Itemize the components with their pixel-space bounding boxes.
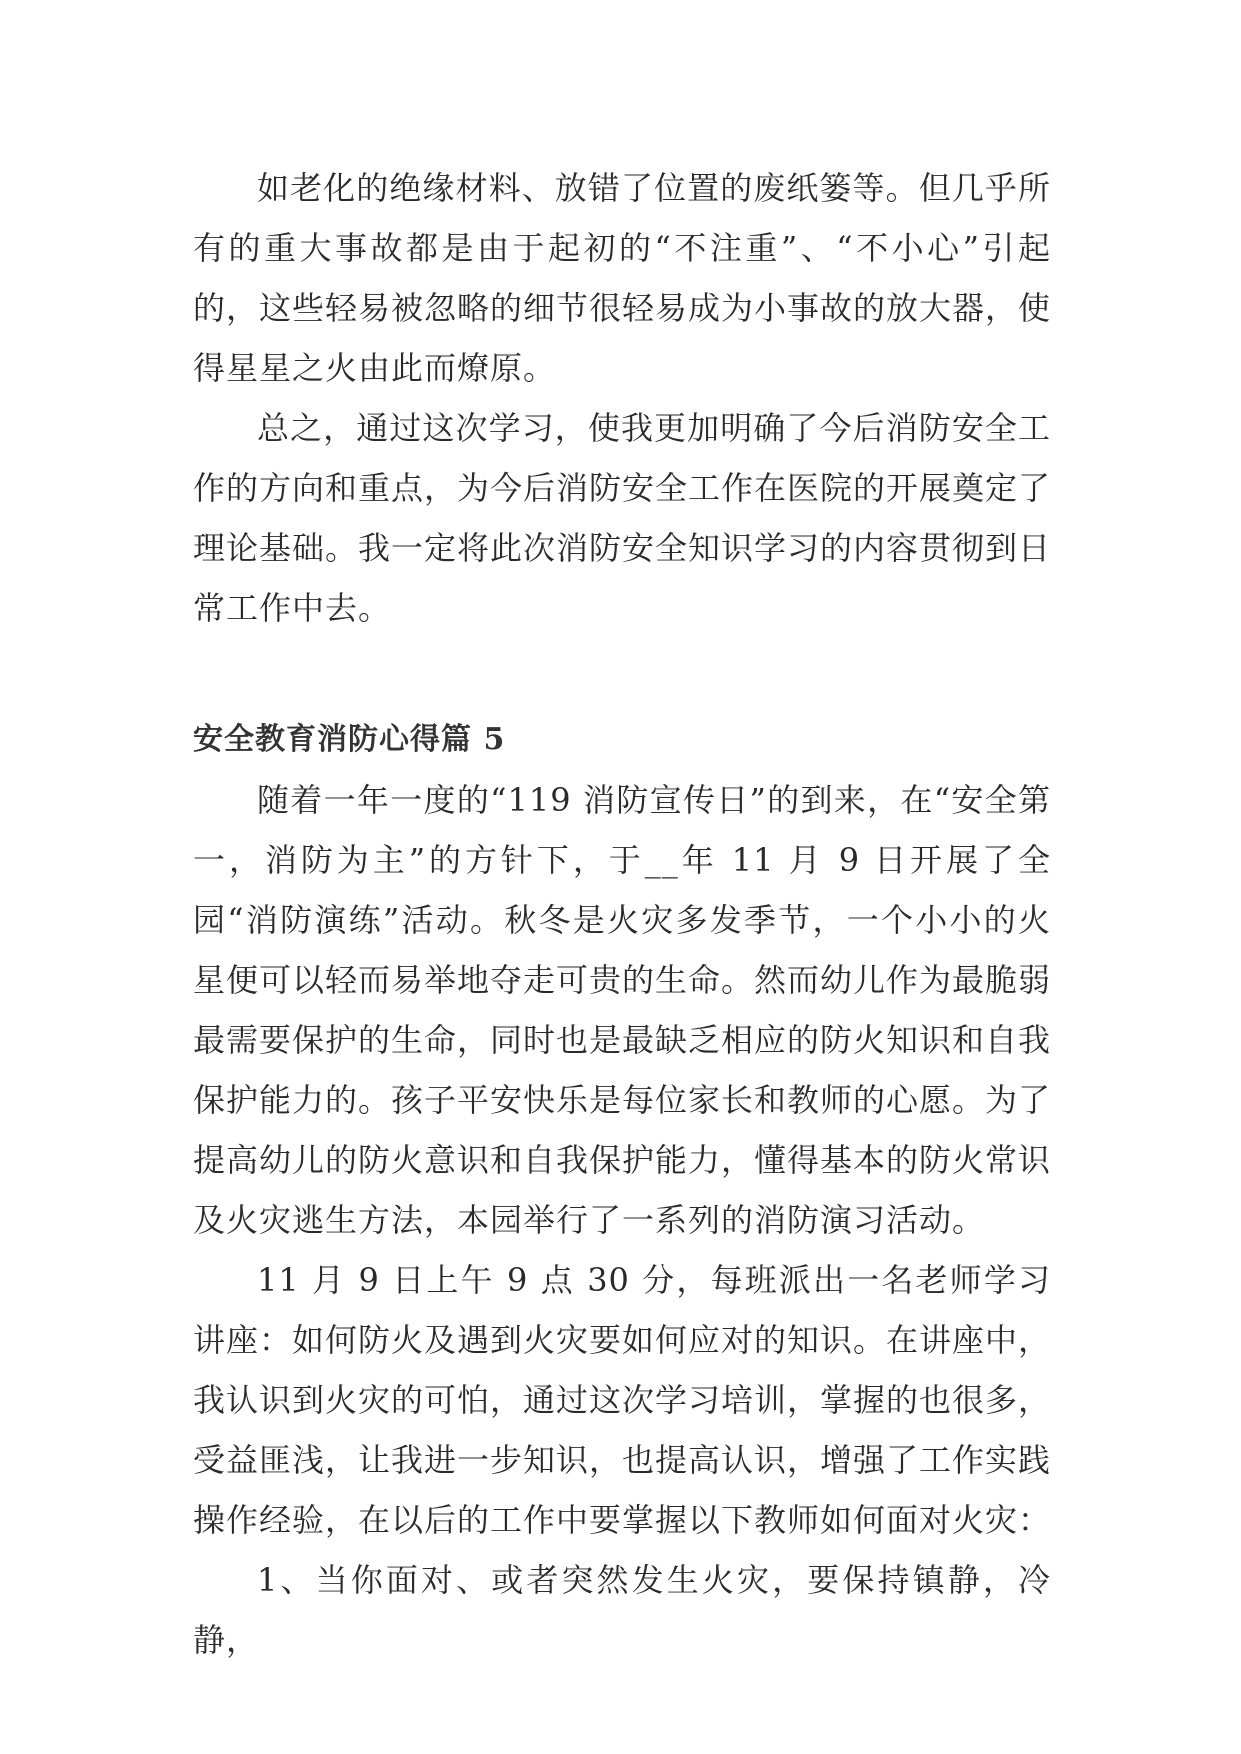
paragraph-summary: 总之，通过这次学习，使我更加明确了今后消防安全工作的方向和重点，为今后消防安全工作在医院的开展奠定了理论基础。我一定将此次消防安全知识学习的内容贯彻到日常工作中去。 [193,409,1052,627]
paragraph-point-1: 1、当你面对、或者突然发生火灾，要保持镇静，冷静， [193,1561,1051,1659]
paragraph-fire-hazards: 如老化的绝缘材料、放错了位置的废纸篓等。但几乎所有的重大事故都是由于起初的“不注重”、“不小心”引起的，这些轻易被忽略的细节很轻易成为小事故的放大器，使得星星之火由此而燎原。 [193,169,1052,387]
section-heading: 安全教育消防心得篇 5 [193,722,506,757]
paragraph-fire-day: 随着一年一度的“119 消防宣传日”的到来，在“安全第一，消防为主”的方针下，于__年 11 月 9 日开展了全园“消防演练”活动。秋冬是火灾多发季节，一个小小的火星便可以轻而易举地夺走可贵的生命。然而幼儿作为最脆弱最需要保护的生命，同时也是最缺乏相应的防火知识和自我保护能力的。孩子平安快乐是每位家长和教师的心愿。为了提高幼儿的防火意识和自我保护能力，懂得基本的防火常识及火灾逃生方法，本园举行了一系列的消防演习活动。 [193,781,1052,1239]
document-body [193,158,1051,1670]
paragraph-lecture: 11 月 9 日上午 9 点 30 分，每班派出一名老师学习讲座：如何防火及遇到火灾要如何应对的知识。在讲座中，我认识到火灾的可怕，通过这次学习培训，掌握的也很多，受益匪浅，让我进一步知识，也提高认识，增强了工作实践操作经验，在以后的工作中要掌握以下教师如何面对火灾： [193,1261,1052,1539]
